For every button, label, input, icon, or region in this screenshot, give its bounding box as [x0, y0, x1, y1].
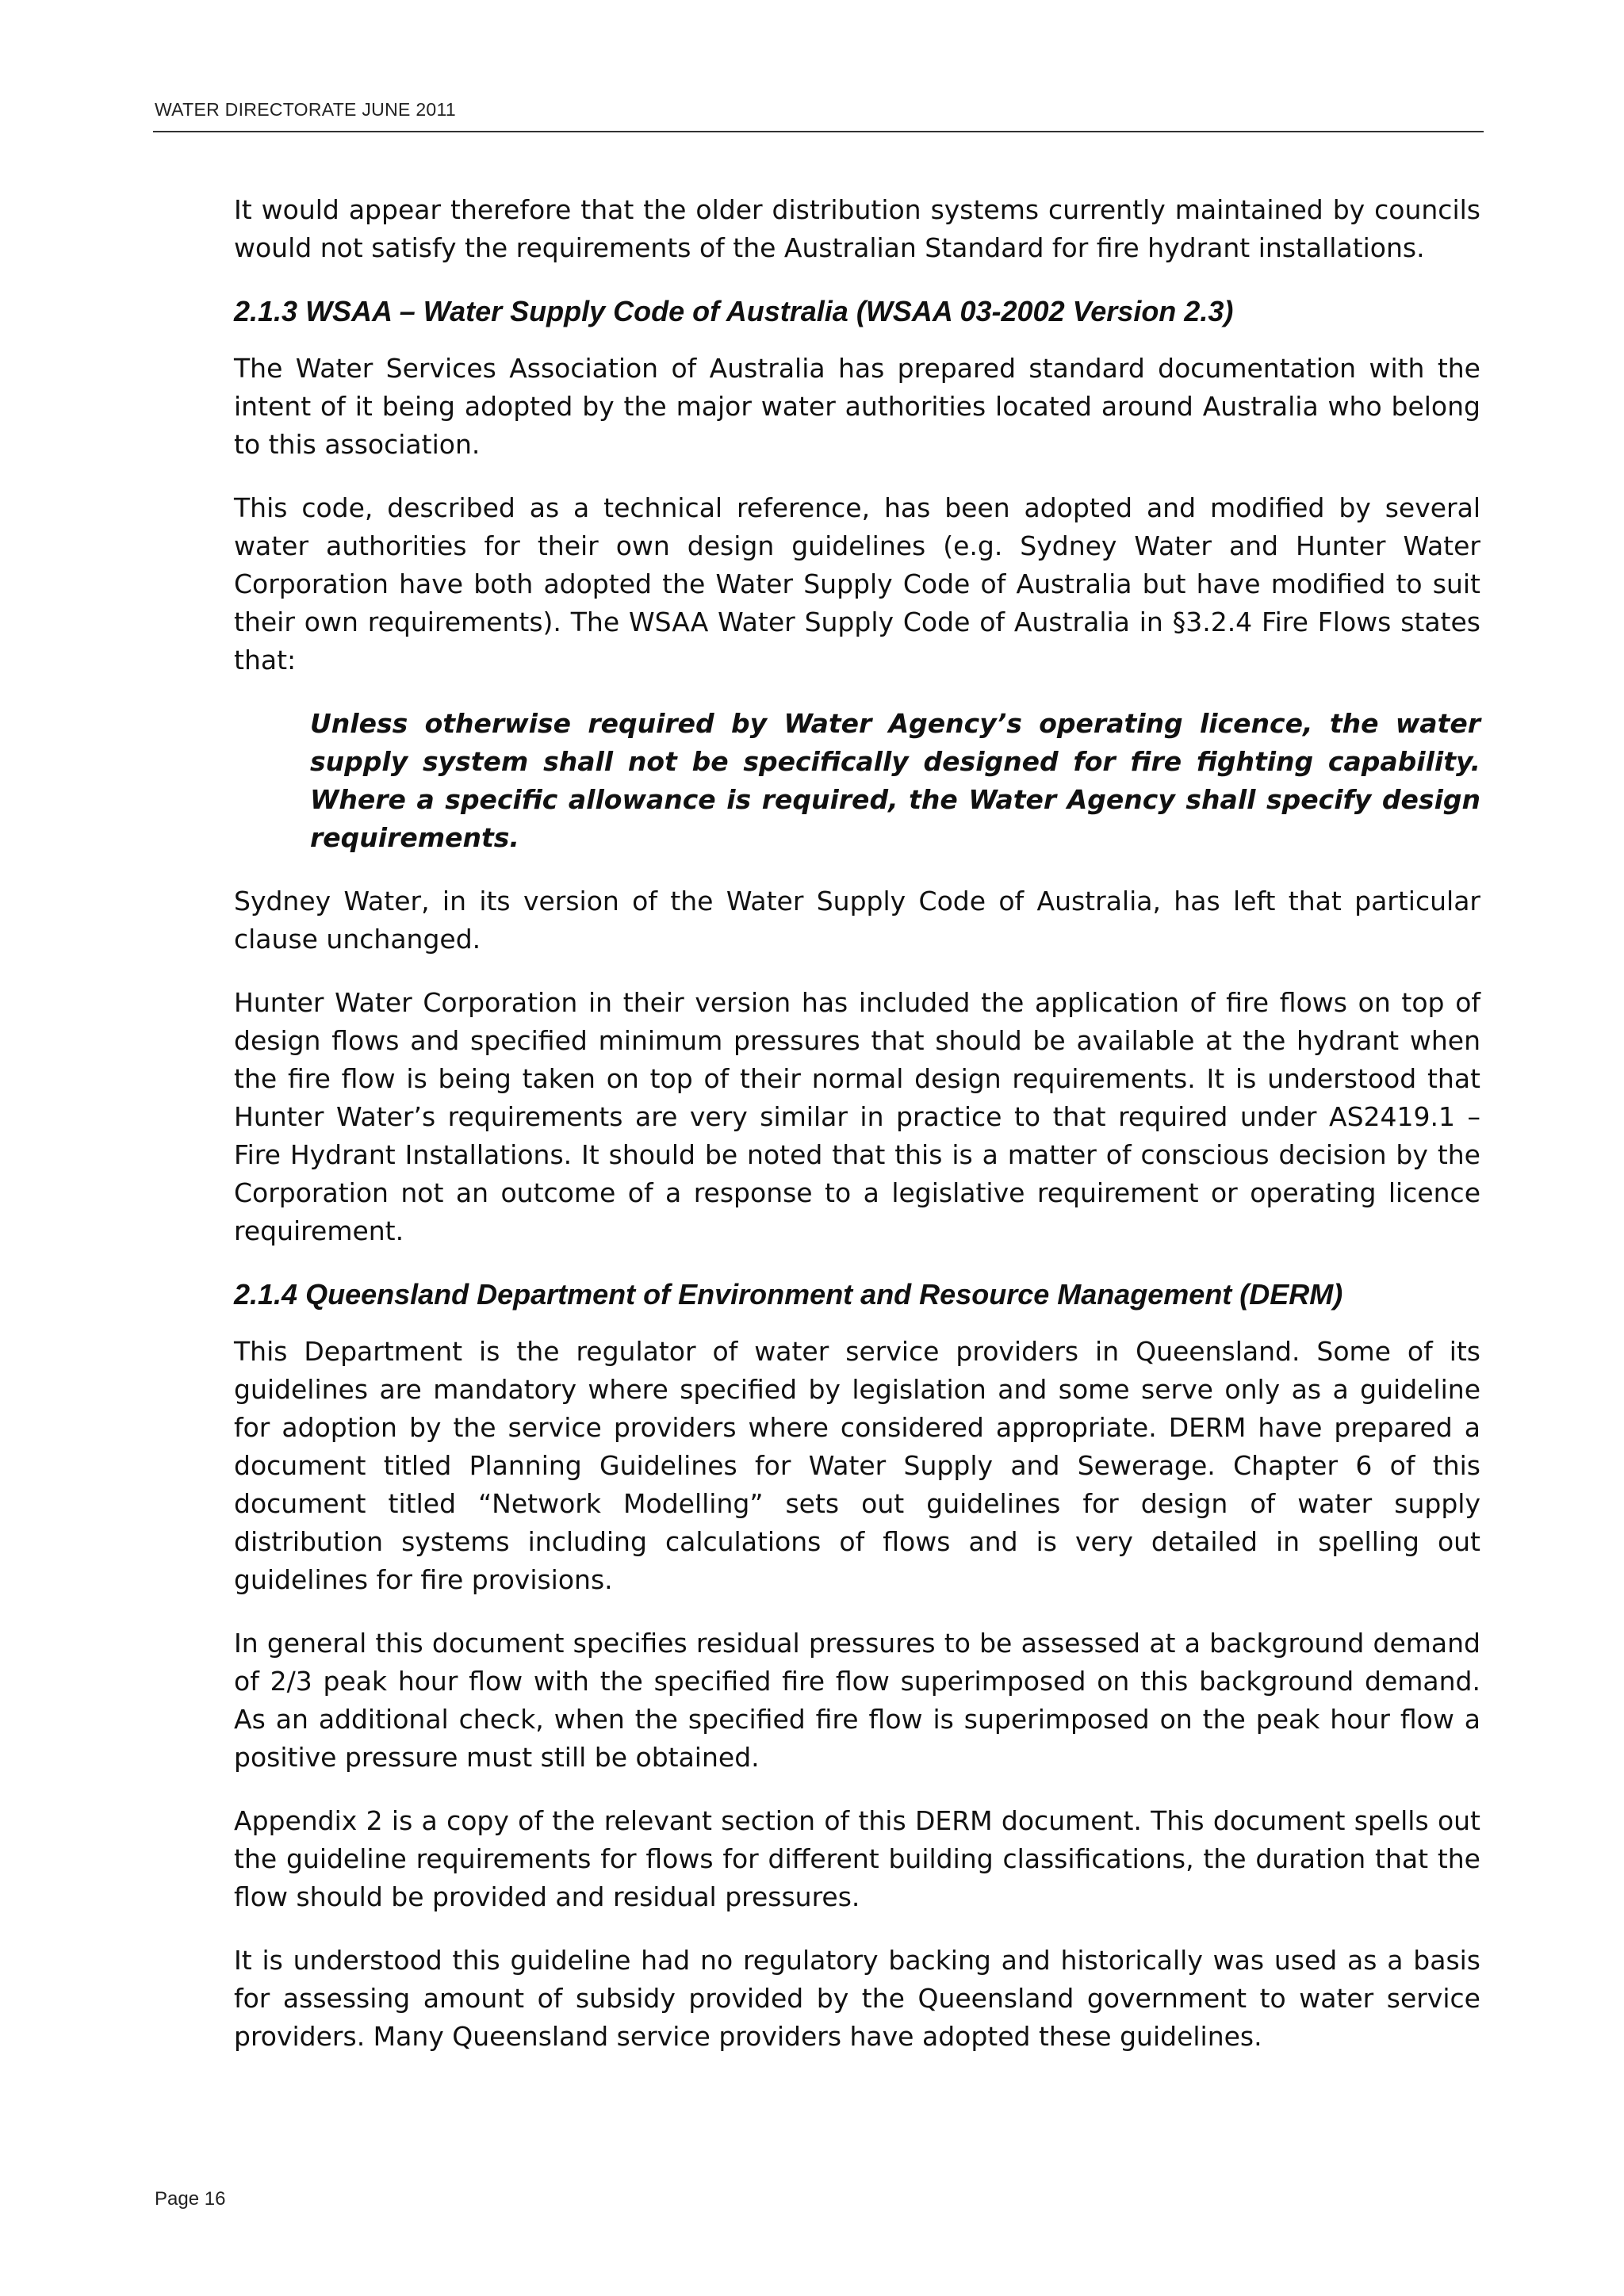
paragraph: Sydney Water, in its version of the Water Supply Code of Australia, has left that particular clause unchanged. — [234, 886, 1480, 955]
page-content — [234, 191, 1480, 2081]
page-number: Page 16 — [155, 2188, 226, 2210]
paragraph: This code, described as a technical reference, has been adopted and modified by several water authorities for their own design guidelines (e.g. Sydney Water and Hunter Water Corporation have both adopted the Water Supply Code of Australia but have modified to suit their own requirements). The WSAA Water Supply Code of Australia in §3.2.4 Fire Flows states that: — [234, 492, 1480, 675]
page-header — [153, 96, 1484, 132]
paragraph: Appendix 2 is a copy of the relevant section of this DERM document. This document spells out the guideline requirements for flows for different building classifications, the duration that the flow should be provided and residual pressures. — [234, 1805, 1480, 1912]
section-heading-2-1-4: 2.1.4 Queensland Department of Environment and Resource Management (DERM) — [234, 1278, 1343, 1311]
paragraph: Hunter Water Corporation in their version has included the application of fire flows on top of design flows and specified minimum pressures that should be available at the hydrant when the fire flow is being taken on top of their normal design requirements. It is understood that Hunter Water’s requirements are very similar in practice to that required under AS2419.1 – Fire Hydrant Installations. It should be noted that this is a matter of conscious decision by the Corporation not an outcome of a response to a legislative requirement or operating licence requirement. — [234, 987, 1480, 1246]
paragraph: It is understood this guideline had no regulatory backing and historically was used as a basis for assessing amount of subsidy provided by the Queensland government to water service providers. Many Queensland service providers have adopted these guidelines. — [234, 1945, 1480, 2052]
paragraph: The Water Services Association of Australia has prepared standard documentation with the intent of it being adopted by the major water authorities located around Australia who belong to this association. — [234, 353, 1480, 460]
intro-paragraph: It would appear therefore that the older distribution systems currently maintained by councils would not satisfy the requirements of the Australian Standard for fire hydrant installations. — [234, 194, 1480, 263]
paragraph: This Department is the regulator of water service providers in Queensland. Some of its guidelines are mandatory where specified by legislation and some serve only as a guideline for adoption by the service providers where considered appropriate. DERM have prepared a document titled Planning Guidelines for Water Supply and Sewerage. Chapter 6 of this document titled “Network Modelling” sets out guidelines for design of water supply distribution systems including calculations of flows and is very detailed in spelling out guidelines for fire provisions. — [234, 1336, 1480, 1595]
section-heading-2-1-3: 2.1.3 WSAA – Water Supply Code of Australia (WSAA 03-2002 Version 2.3) — [234, 295, 1234, 327]
running-title: WATER DIRECTORATE JUNE 2011 — [155, 99, 456, 120]
paragraph: In general this document specifies residual pressures to be assessed at a background demand of 2/3 peak hour flow with the specified fire flow superimposed on this background demand. As an additional check, when the specified fire flow is superimposed on the peak hour flow a positive pressure must still be obtained. — [234, 1628, 1480, 1773]
block-quote: Unless otherwise required by Water Agency’s operating licence, the water supply system shall not be specifically designed for fire fighting capability. Where a specific allowance is required, the Water Agency shall specify design requirements. — [310, 708, 1480, 853]
